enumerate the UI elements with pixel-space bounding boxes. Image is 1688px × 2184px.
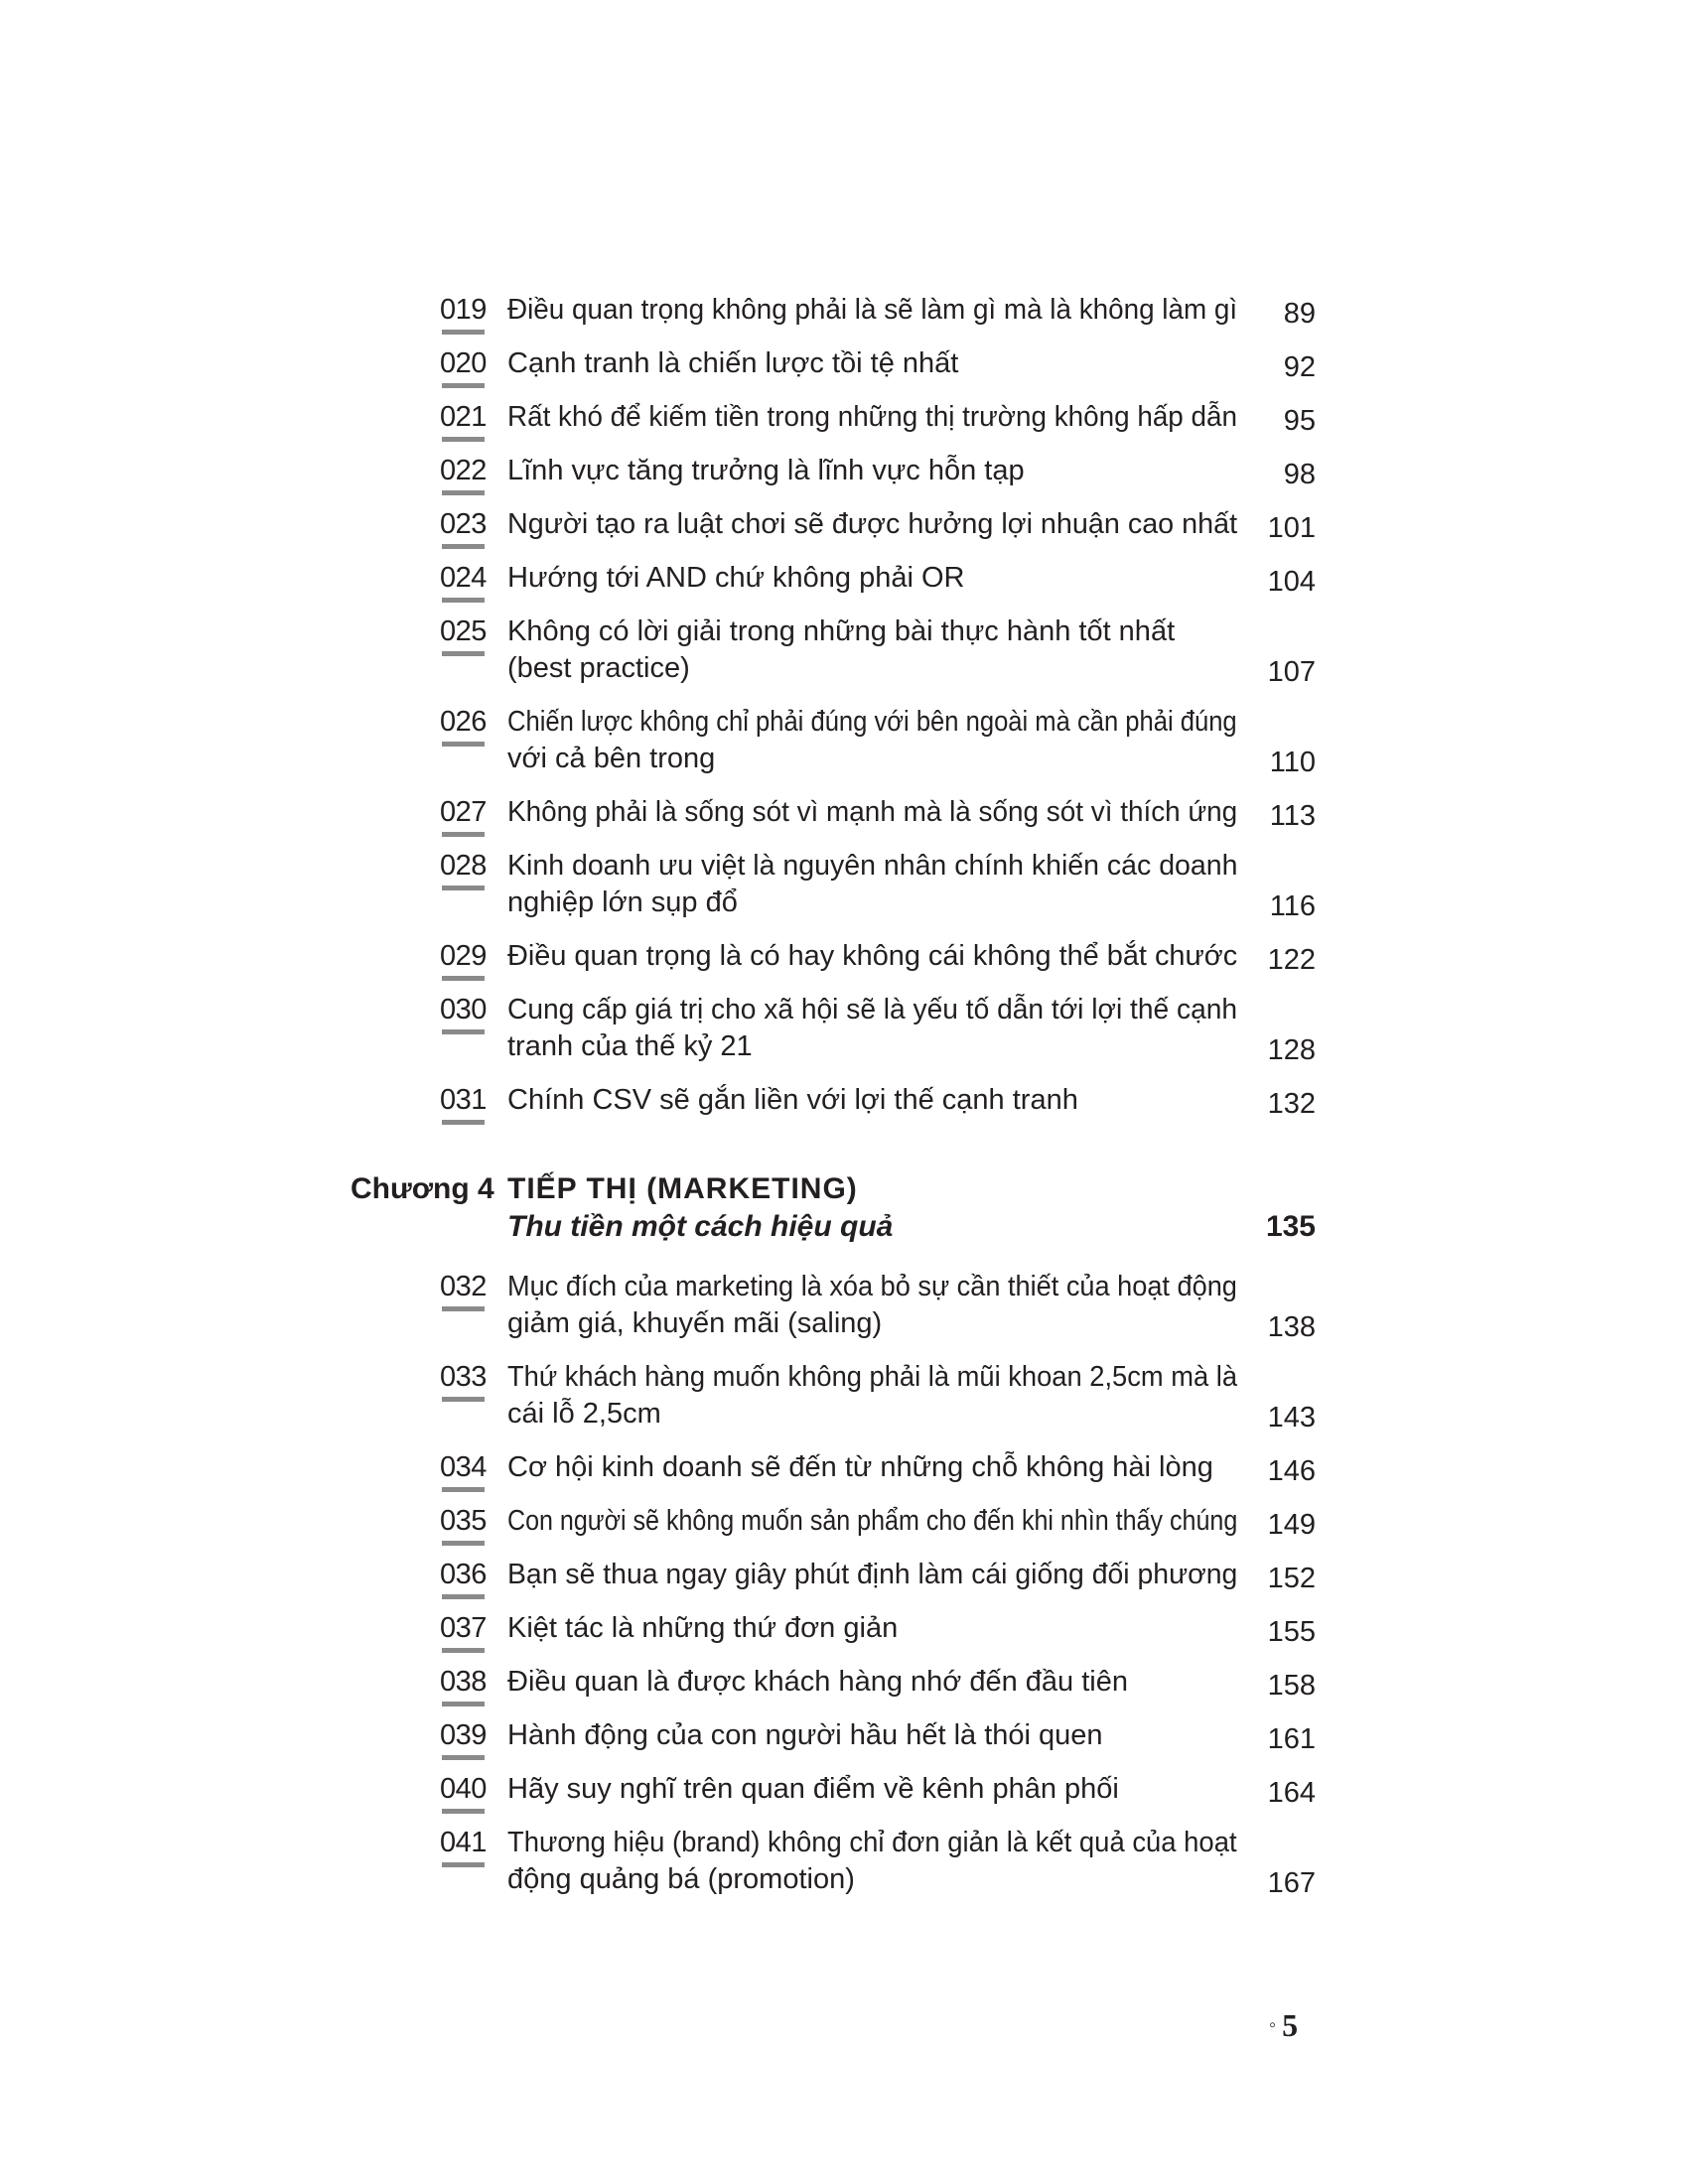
toc-entry-number-text: 027: [440, 796, 487, 828]
toc-entry-title: [507, 453, 1237, 489]
toc-entry-number: [440, 1557, 489, 1593]
toc-entry: [0, 1503, 1688, 1557]
toc-number-underline: [442, 383, 485, 388]
toc-entry-page-number: 164: [1267, 1777, 1316, 1809]
toc-entry-page-number: 149: [1267, 1509, 1316, 1541]
toc-list-part-a: [0, 292, 1688, 1136]
toc-entry: [0, 992, 1688, 1082]
toc-number-underline: [442, 832, 485, 837]
toc-entry-number-text: 036: [440, 1559, 487, 1590]
toc-entry-page-number: 95: [1283, 405, 1316, 437]
toc-entry: [0, 1664, 1688, 1717]
toc-entry-page-number: 152: [1267, 1563, 1316, 1594]
toc-entry: [0, 1557, 1688, 1610]
toc-entry-number: [440, 704, 489, 741]
toc-entry: [0, 1269, 1688, 1359]
toc-entry-number-text: 032: [440, 1271, 487, 1302]
toc-entry-number-text: 026: [440, 706, 487, 738]
toc-entry-title-line: Chiến lược không chỉ phải đúng với bên ngoài mà cần phải đúng: [507, 706, 1237, 738]
toc-number-underline: [442, 1029, 485, 1034]
toc-entry-title-line: Cạnh tranh là chiến lược tồi tệ nhất: [507, 347, 959, 379]
toc-entry-number-text: 020: [440, 347, 487, 379]
toc-entry-number: [440, 1359, 489, 1396]
toc-entry-title: [507, 1825, 1237, 1898]
toc-entry-number: [440, 292, 489, 329]
toc-entry-title-line: Điều quan trọng không phải là sẽ làm gì mà là không làm gì: [507, 294, 1238, 326]
page-number: 5: [1282, 2007, 1299, 2043]
toc-entry-title-line: nghiệp lớn sụp đổ: [507, 887, 738, 918]
toc-entry-title-line: với cả bên trong: [507, 743, 716, 774]
toc-number-underline: [442, 976, 485, 981]
toc-entry-title: [507, 704, 1237, 777]
toc-entry-title: [507, 1082, 1237, 1119]
toc-entry-title: [507, 560, 1237, 597]
toc-entry: [0, 1359, 1688, 1449]
toc-entry-title-line: giảm giá, khuyến mãi (saling): [507, 1307, 883, 1339]
toc-entry-number: [440, 1717, 489, 1754]
toc-entry: [0, 506, 1688, 560]
toc-entry-number: [440, 794, 489, 831]
toc-entry-page-number: 116: [1269, 890, 1316, 922]
toc-entry-number: [440, 1610, 489, 1647]
toc-entry-title-line: Rất khó để kiếm tiền trong những thị trường không hấp dẫn: [507, 401, 1237, 433]
toc-entry-title-line: Chính CSV sẽ gắn liền với lợi thế cạnh tranh: [507, 1084, 1078, 1116]
toc-entry-title-line: Không phải là sống sót vì mạnh mà là sống sót vì thích ứng: [507, 796, 1238, 828]
folio-dot-icon: ◦: [1269, 2014, 1277, 2036]
toc-entry-title-line: Kinh doanh ưu việt là nguyên nhân chính khiến các doanh: [507, 850, 1238, 882]
toc-entry-number: [440, 848, 489, 885]
toc-entry-number-text: 029: [440, 940, 487, 972]
toc-entry-page-number: 128: [1267, 1034, 1316, 1066]
toc-entry-title: [507, 848, 1237, 921]
toc-entry-number: [440, 1269, 489, 1305]
toc-entry-title-line: Con người sẽ không muốn sản phẩm cho đến khi nhìn thấy chúng: [507, 1505, 1238, 1537]
toc-entry-number-text: 037: [440, 1612, 487, 1644]
toc-entry-number: [440, 1771, 489, 1808]
toc-entry-title: [507, 506, 1237, 543]
toc-entry-page-number: 158: [1267, 1670, 1316, 1702]
toc-entry-title-line: động quảng bá (promotion): [507, 1863, 855, 1895]
toc-number-underline: [442, 1809, 485, 1814]
toc-entry-title: [507, 1449, 1237, 1486]
toc-number-underline: [442, 1755, 485, 1760]
toc-entry: [0, 1825, 1688, 1915]
toc-entry-title-line: Điều quan trọng là có hay không cái không thể bắt chước: [507, 940, 1238, 972]
toc-entry-page-number: 89: [1283, 298, 1316, 330]
toc-entry-number-text: 022: [440, 455, 487, 486]
toc-number-underline: [442, 1648, 485, 1653]
toc-number-underline: [442, 1541, 485, 1546]
toc-entry-title: [507, 1269, 1237, 1342]
toc-entry-title: [507, 1503, 1237, 1540]
toc-entry: [0, 614, 1688, 704]
toc-entry: [0, 1449, 1688, 1503]
toc-number-underline: [442, 1306, 485, 1311]
toc-entry-title: [507, 1557, 1237, 1593]
toc-entry-title-line: Hành động của con người hầu hết là thói quen: [507, 1719, 1103, 1751]
toc-entry: [0, 560, 1688, 614]
toc-entry-title: [507, 1664, 1237, 1701]
toc-entry-title: [507, 992, 1237, 1065]
toc-entry: [0, 1082, 1688, 1136]
toc-entry-title-line: Kiệt tác là những thứ đơn giản: [507, 1612, 899, 1644]
toc-entry-title-line: Cơ hội kinh doanh sẽ đến từ những chỗ không hài lòng: [507, 1451, 1213, 1483]
toc-entry-page-number: 104: [1267, 566, 1316, 598]
toc-number-underline: [442, 1120, 485, 1125]
toc-entry: [0, 794, 1688, 848]
toc-entry-page-number: 167: [1267, 1867, 1316, 1899]
toc-entry-number: [440, 453, 489, 489]
toc-entry: [0, 399, 1688, 453]
toc-entry-title: [507, 614, 1237, 687]
toc-entry-number-text: 034: [440, 1451, 487, 1483]
toc-entry-title: [507, 1771, 1237, 1808]
toc-entry-title: [507, 345, 1237, 382]
toc-entry-number-text: 031: [440, 1084, 487, 1116]
toc-entry-title: [507, 1359, 1237, 1433]
toc-entry-number-text: 023: [440, 508, 487, 540]
toc-entry-page-number: 155: [1267, 1616, 1316, 1648]
toc-entry-title-line: Người tạo ra luật chơi sẽ được hưởng lợi nhuận cao nhất: [507, 508, 1238, 540]
toc-entry-number-text: 024: [440, 562, 487, 594]
chapter-label: Chương 4: [351, 1172, 494, 1205]
toc-entry-title-line: (best practice): [507, 652, 690, 684]
toc-entry-number-text: 028: [440, 850, 487, 882]
toc-entry-number: [440, 399, 489, 436]
page-footer: [1269, 2007, 1298, 2044]
toc-entry-number-text: 030: [440, 994, 487, 1025]
toc-entry-page-number: 98: [1283, 459, 1316, 490]
chapter-heading: [0, 1170, 1688, 1269]
toc-number-underline: [442, 490, 485, 495]
chapter-page-number: 135: [1265, 1210, 1316, 1243]
toc-entry-title-line: Bạn sẽ thua ngay giây phút định làm cái giống đối phương: [507, 1559, 1238, 1590]
chapter-title: TIẾP THỊ (MARKETING): [507, 1172, 858, 1205]
toc-entry-page-number: 143: [1267, 1402, 1316, 1433]
toc-entry-number-text: 038: [440, 1666, 487, 1698]
toc-entry-title-line: Thương hiệu (brand) không chỉ đơn giản là kết quả của hoạt: [507, 1827, 1237, 1858]
toc-entry-page-number: 132: [1267, 1088, 1316, 1120]
toc-entry-title: [507, 399, 1237, 436]
toc-entry-number-text: 019: [440, 294, 487, 326]
toc-entry-page-number: 92: [1283, 351, 1316, 383]
toc-entry-title: [507, 292, 1237, 329]
toc-number-underline: [442, 1862, 485, 1867]
toc-entry-title-line: Không có lời giải trong những bài thực hành tốt nhất: [507, 615, 1176, 647]
toc-entry-page-number: 122: [1267, 944, 1316, 976]
toc-number-underline: [442, 1702, 485, 1706]
toc-entry: [0, 938, 1688, 992]
toc-entry-number: [440, 1825, 489, 1861]
toc-entry-number-text: 025: [440, 615, 487, 647]
toc-entry-title-line: Lĩnh vực tăng trưởng là lĩnh vực hỗn tạp: [507, 455, 1025, 486]
toc-entry-number: [440, 938, 489, 975]
toc-entry-title: [507, 1717, 1237, 1754]
toc-entry-number: [440, 1503, 489, 1540]
toc-entry: [0, 453, 1688, 506]
toc-entry-number-text: 021: [440, 401, 487, 433]
toc-entry-number-text: 040: [440, 1773, 487, 1805]
toc-entry-page-number: 138: [1267, 1311, 1316, 1343]
toc-number-underline: [442, 1487, 485, 1492]
toc-entry: [0, 1610, 1688, 1664]
toc-number-underline: [442, 886, 485, 890]
toc-entry-title: [507, 938, 1237, 975]
toc-entry-title-line: Mục đích của marketing là xóa bỏ sự cần thiết của hoạt động: [507, 1271, 1237, 1302]
toc-entry: [0, 704, 1688, 794]
toc-entry-page-number: 110: [1269, 747, 1316, 778]
toc-entry-title-line: cái lỗ 2,5cm: [507, 1398, 661, 1430]
toc-list-part-b: [0, 1269, 1688, 1915]
toc-number-underline: [442, 742, 485, 747]
toc-number-underline: [442, 1397, 485, 1402]
toc-entry-number: [440, 1449, 489, 1486]
toc-entry-title: [507, 794, 1237, 831]
toc-number-underline: [442, 651, 485, 656]
toc-entry: [0, 292, 1688, 345]
toc-entry-title-line: Hãy suy nghĩ trên quan điểm về kênh phân phối: [507, 1773, 1119, 1805]
toc-entry-number: [440, 614, 489, 650]
toc-entry-title-line: tranh của thế kỷ 21: [507, 1030, 753, 1062]
toc-entry-number-text: 033: [440, 1361, 487, 1393]
toc-entry: [0, 345, 1688, 399]
toc-entry-title-line: Thứ khách hàng muốn không phải là mũi khoan 2,5cm mà là: [507, 1361, 1238, 1393]
toc-entry-page-number: 161: [1267, 1723, 1316, 1755]
toc-entry-page-number: 146: [1267, 1455, 1316, 1487]
table-of-contents: [0, 292, 1688, 1915]
toc-number-underline: [442, 598, 485, 603]
toc-entry-number: [440, 560, 489, 597]
toc-entry-page-number: 107: [1267, 656, 1316, 688]
toc-entry: [0, 1717, 1688, 1771]
toc-entry-number-text: 039: [440, 1719, 487, 1751]
toc-entry-title-line: Cung cấp giá trị cho xã hội sẽ là yếu tố dẫn tới lợi thế cạnh: [507, 994, 1238, 1025]
toc-entry-number: [440, 1082, 489, 1119]
chapter-subtitle: Thu tiền một cách hiệu quả: [507, 1210, 894, 1243]
toc-entry-number: [440, 506, 489, 543]
toc-entry-page-number: 113: [1269, 800, 1316, 832]
toc-entry-number-text: 041: [440, 1827, 487, 1858]
toc-entry-number: [440, 345, 489, 382]
toc-number-underline: [442, 1594, 485, 1599]
toc-entry-number-text: 035: [440, 1505, 487, 1537]
toc-entry-title-line: Điều quan là được khách hàng nhớ đến đầu tiên: [507, 1666, 1129, 1698]
toc-entry: [0, 1771, 1688, 1825]
toc-entry-title-line: Hướng tới AND chứ không phải OR: [507, 562, 965, 594]
toc-entry-number: [440, 1664, 489, 1701]
toc-entry-number: [440, 992, 489, 1028]
toc-number-underline: [442, 544, 485, 549]
toc-entry: [0, 848, 1688, 938]
toc-entry-title: [507, 1610, 1237, 1647]
toc-entry-page-number: 101: [1267, 512, 1316, 544]
toc-number-underline: [442, 330, 485, 335]
toc-number-underline: [442, 437, 485, 442]
